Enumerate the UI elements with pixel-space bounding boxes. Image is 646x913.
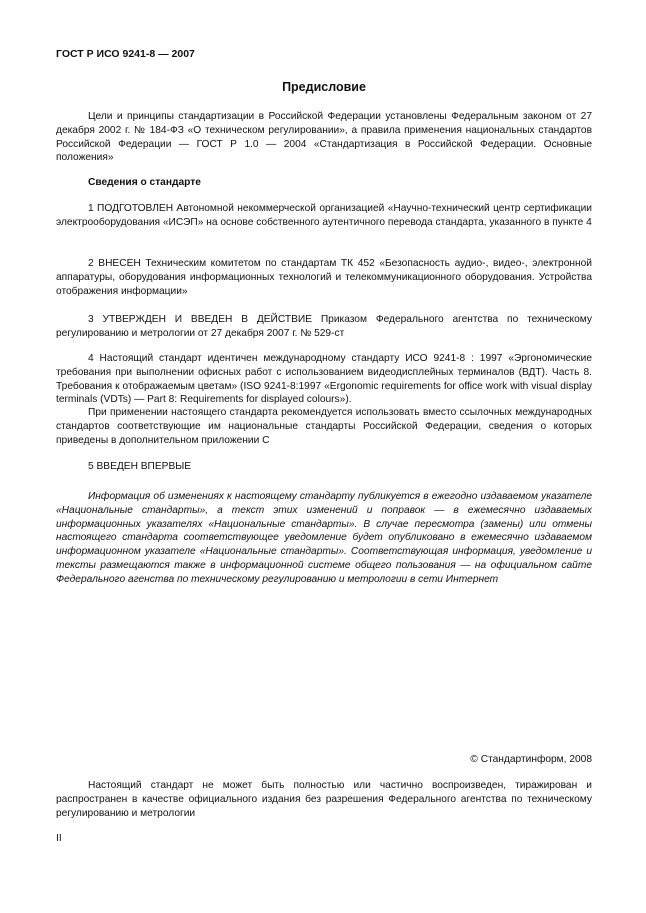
item-4-note: При применении настоящего стандарта рекомендуется использовать вместо ссылочных международных стандартов соответствующие им национальные стандарты Российской Федерации, сведения о которых приведены в дополнительном приложении С [56,407,592,446]
item-2: 2 ВНЕСЕН Техническим комитетом по стандартам ТК 452 «Безопасность аудио-, видео-, электронной аппаратуры, оборудования информационных технологий и телекоммуникационного оборудования. Устройства отображения информации» [56,258,592,297]
item-3: 3 УТВЕРЖДЕН И ВВЕДЕН В ДЕЙСТВИЕ Приказом Федерального агентства по техническому регулированию и метрологии от 27 декабря 2007 г. № 529-ст [56,314,592,339]
page-number: II [56,833,62,844]
copyright: © Стандартинформ, 2008 [470,754,592,765]
item-1: 1 ПОДГОТОВЛЕН Автономной некоммерческой организацией «Научно-технический центр сертификации электрооборудования «ИСЭП» на основе собственного аутентичного перевода стандарта, указанного в пункте 4 [56,203,592,228]
document-header: ГОСТ Р ИСО 9241-8 — 2007 [56,48,195,60]
page-title: Предисловие [282,80,366,94]
item-4: 4 Настоящий стандарт идентичен международному стандарту ИСО 9241-8 : 1997 «Эргономические требования при выполнении офисных работ с использованием видеодисплейных терминалов (ВДТ). Часть 8. Требования к отображаемым цветам» (ISO 9241-8:1997 «Ergonomic requirements for office work with visual display terminals (VDTs) — Part 8: Requirements for displayed colours»). [56,353,592,406]
section-heading: Сведения о стандарте [88,177,201,188]
intro-paragraph: Цели и принципы стандартизации в Российской Федерации установлены Федеральным законом от 27 декабря 2002 г. № 184-ФЗ «О техническом регулировании», а правила применения национальных стандартов Российской Федерации — ГОСТ Р 1.0 — 2004 «Стандартизация в Российской Федерации. Основные положения» [56,111,592,164]
item-5: 5 ВВЕДЕН ВПЕРВЫЕ [88,461,192,472]
reproduction-notice: Настоящий стандарт не может быть полностью или частично воспроизведен, тиражирован и распространен в качестве официального издания без разрешения Федерального агентства по техническому регулированию и метрологии [56,780,592,819]
info-paragraph: Информация об изменениях к настоящему стандарту публикуется в ежегодно издаваемом указателе «Национальные стандарты», а текст этих изменений и поправок — в ежемесячно издаваемых информационных указателях «Национальные стандарты». В случае пересмотра (замены) или отмены настоящего стандарта соответствующее уведомление будет опубликовано в ежемесячно издаваемом информационном указателе «Национальные стандарты». Соответствующая информация, уведомление и тексты размещаются также в информационной системе общего пользования — на официальном сайте Федерального агенства по техническому регулированию и метрологии в сети Интернет [56,491,592,585]
